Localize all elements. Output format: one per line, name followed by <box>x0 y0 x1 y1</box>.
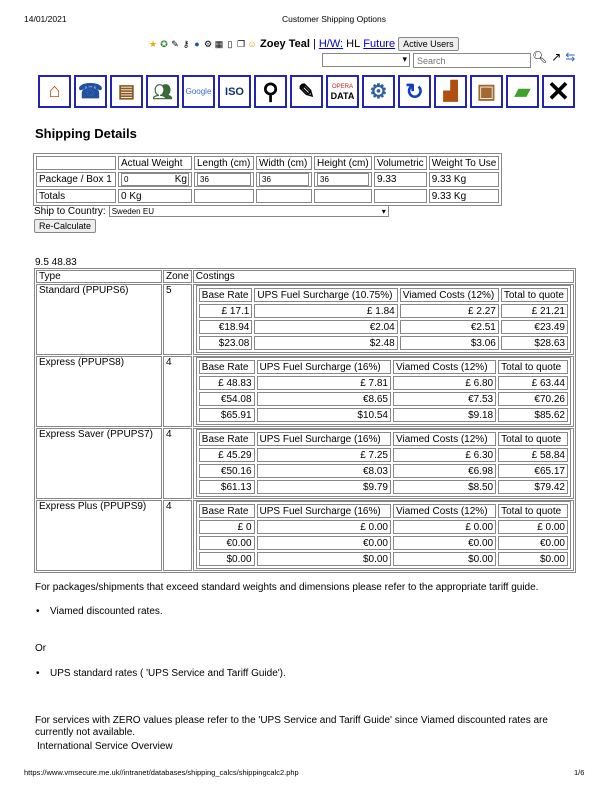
service-row <box>36 356 574 427</box>
totals-use: 9.33 Kg <box>429 189 500 203</box>
book-icon: ▰ <box>514 81 531 103</box>
costing-value: €23.49 <box>501 320 568 334</box>
costings-col-header: Total to quote <box>498 360 568 374</box>
close-button[interactable] <box>542 75 575 108</box>
empty-cell <box>314 189 372 203</box>
col-header-zone: Zone <box>163 270 192 283</box>
main-toolbar <box>38 75 575 108</box>
calculator-icon[interactable]: ▦ <box>214 39 224 49</box>
switch-icon[interactable]: ⇆ <box>565 50 576 64</box>
google-button[interactable] <box>182 75 215 108</box>
costings-col-header: Viamed Costs (12%) <box>393 360 496 374</box>
costing-value: $79.42 <box>498 480 568 494</box>
quick-select[interactable] <box>322 53 410 67</box>
costing-value: £ 2.27 <box>400 304 499 318</box>
top-right-icons <box>532 50 575 64</box>
details-header: Height (cm) <box>314 156 372 170</box>
costings-col-header: Total to quote <box>501 288 568 302</box>
box-icon: ▣ <box>477 81 496 103</box>
empty-cell <box>256 189 312 203</box>
length-input[interactable] <box>197 173 251 186</box>
user-bar <box>148 36 459 52</box>
home-button[interactable] <box>38 75 71 108</box>
costing-value: £ 48.83 <box>199 376 255 390</box>
empty-cell <box>194 189 254 203</box>
costing-value: $2.48 <box>254 336 397 350</box>
service-row <box>36 428 574 499</box>
service-costings <box>193 284 574 355</box>
iso-icon: ISO <box>225 85 244 98</box>
costing-value: £ 1.84 <box>254 304 397 318</box>
costings-col-header: Total to quote <box>498 432 568 446</box>
costings-subtable <box>196 357 571 425</box>
box-button[interactable] <box>470 75 503 108</box>
costing-value: €2.51 <box>400 320 499 334</box>
external-link-icon[interactable]: ↗ <box>551 50 562 64</box>
users-icon: 👥︎ <box>152 83 173 101</box>
empty-cell <box>374 189 427 203</box>
service-type: Standard (PPUPS6) <box>36 284 162 355</box>
costing-value: £ 17.1 <box>199 304 253 318</box>
shipping-details-table <box>33 153 502 206</box>
service-row <box>36 500 574 571</box>
hw-link[interactable]: H/W: <box>318 38 344 50</box>
costings-col-header: UPS Fuel Surcharge (16%) <box>257 504 391 518</box>
costings-col-header: Viamed Costs (12%) <box>400 288 499 302</box>
earth-icon[interactable]: ● <box>194 39 200 49</box>
key-icon[interactable]: ⚷ <box>182 39 190 49</box>
copy-icon[interactable]: ❐ <box>236 39 246 49</box>
book-button[interactable] <box>506 75 539 108</box>
height-input[interactable] <box>317 173 369 186</box>
service-zone: 4 <box>163 500 192 571</box>
width-cell <box>256 172 312 187</box>
costing-value: $0.00 <box>199 552 255 566</box>
costings-col-header: Viamed Costs (12%) <box>393 504 496 518</box>
costing-value: $0.00 <box>257 552 391 566</box>
costings-col-header: Base Rate <box>199 288 253 302</box>
service-zone: 4 <box>163 428 192 499</box>
opera-label: OPERA <box>331 83 353 90</box>
active-users-button[interactable]: Active Users <box>398 37 459 51</box>
costing-value: $28.63 <box>501 336 568 350</box>
print-title: Customer Shipping Options <box>282 14 386 24</box>
iso-button[interactable] <box>218 75 251 108</box>
costings-col-header: UPS Fuel Surcharge (16%) <box>257 360 391 374</box>
google-icon: Google <box>185 87 212 96</box>
costing-value: €0.00 <box>257 536 391 550</box>
refresh-icon: ↻ <box>405 78 424 104</box>
service-zone: 5 <box>163 284 192 355</box>
cogs-icon: ⚙ <box>369 81 388 103</box>
costings-subtable <box>196 285 571 353</box>
service-costings <box>193 428 574 499</box>
costing-value: €8.03 <box>257 464 391 478</box>
magnify-icon[interactable]: 🔍︎ <box>532 50 548 64</box>
separator: | <box>312 38 316 50</box>
shop-icon: ▤ <box>117 81 135 101</box>
costings-col-header: Base Rate <box>199 360 255 374</box>
details-header: Length (cm) <box>194 156 254 170</box>
pen-icon[interactable]: ✎ <box>171 39 179 49</box>
shop-button[interactable] <box>110 75 143 108</box>
close-x-icon: ✕ <box>546 76 571 107</box>
opera-data-icon: DATA <box>330 90 355 101</box>
costing-value: $3.06 <box>400 336 499 350</box>
details-header: Actual Weight <box>118 156 192 170</box>
costing-value: €18.94 <box>199 320 253 334</box>
document-icon[interactable]: ▯ <box>227 39 233 49</box>
zero-note: For services with ZERO values please refer to the 'UPS Service and Tariff Guide' since Viamed discounted rates are currently not available. <box>35 715 548 738</box>
magnifier-button[interactable] <box>254 75 287 108</box>
refresh-button[interactable] <box>398 75 431 108</box>
volumetric-value: 9.33 <box>374 172 427 187</box>
costing-value: £ 0.00 <box>257 520 391 534</box>
recalculate-button[interactable]: Re-Calculate <box>34 219 96 233</box>
costing-value: €0.00 <box>498 536 568 550</box>
users-button[interactable] <box>146 75 179 108</box>
costing-value: £ 7.25 <box>257 448 391 462</box>
costing-value: $8.50 <box>393 480 496 494</box>
costing-value: €50.16 <box>199 464 255 478</box>
edit-button[interactable] <box>290 75 323 108</box>
col-header-costings: Costings <box>193 270 574 283</box>
magnifier-icon: ⚲ <box>262 78 279 104</box>
costing-value: $0.00 <box>498 552 568 566</box>
totals-label: Totals <box>36 189 116 203</box>
costing-value: €6.98 <box>393 464 496 478</box>
footer-url: https://www.vmsecure.me.uk//intranet/databases/shipping_calcs/shippingcalc2.php <box>24 768 299 777</box>
service-row <box>36 284 574 355</box>
hl-text: HL <box>346 38 361 50</box>
costings-col-header: UPS Fuel Surcharge (10.75%) <box>254 288 397 302</box>
costing-value: $65.91 <box>199 408 255 422</box>
details-header: Width (cm) <box>256 156 312 170</box>
opera-data-button[interactable] <box>326 75 359 108</box>
costing-value: $85.62 <box>498 408 568 422</box>
edit-icon: ✎ <box>298 81 315 103</box>
costing-value: €0.00 <box>393 536 496 550</box>
home-icon: ⌂ <box>48 80 61 102</box>
costing-value: £ 45.29 <box>199 448 255 462</box>
star-icon[interactable]: ★ <box>148 39 158 49</box>
costing-value: £ 58.84 <box>498 448 568 462</box>
costing-value: €70.26 <box>498 392 568 406</box>
service-costings <box>193 356 574 427</box>
costing-value: £ 7.81 <box>257 376 391 390</box>
phone-button[interactable] <box>74 75 107 108</box>
bullet-item: • UPS standard rates ( 'UPS Service and Tariff Guide'). <box>36 668 286 679</box>
bullet-item: • Viamed discounted rates. <box>36 606 163 617</box>
costing-value: €2.04 <box>254 320 397 334</box>
costings-col-header: UPS Fuel Surcharge (16%) <box>257 432 391 446</box>
print-date: 14/01/2021 <box>24 14 67 24</box>
costing-value: £ 0.00 <box>498 520 568 534</box>
height-cell <box>314 172 372 187</box>
costing-value: €0.00 <box>199 536 255 550</box>
costing-value: £ 63.44 <box>498 376 568 390</box>
costing-value: €65.17 <box>498 464 568 478</box>
costings-col-header: Total to quote <box>498 504 568 518</box>
search-input[interactable] <box>413 53 531 68</box>
weight-cell <box>118 172 192 187</box>
ship-to-label: Ship to Country: <box>34 205 106 217</box>
costing-value: €7.53 <box>393 392 496 406</box>
costings-subtable <box>196 429 571 497</box>
costing-value: $23.08 <box>199 336 253 350</box>
costings-col-header: Viamed Costs (12%) <box>393 432 496 446</box>
costing-value: €54.08 <box>199 392 255 406</box>
costing-value: £ 6.30 <box>393 448 496 462</box>
package-label: Package / Box 1 <box>36 172 116 187</box>
footer-page: 1/6 <box>574 768 585 777</box>
country-select[interactable]: Sweden EU ▾ <box>109 205 389 217</box>
costing-value: $10.54 <box>257 408 391 422</box>
costing-value: $9.18 <box>393 408 496 422</box>
width-input[interactable] <box>259 173 309 186</box>
globe-icon[interactable]: ✪ <box>160 39 168 49</box>
service-zone: 4 <box>163 356 192 427</box>
costing-value: $0.00 <box>393 552 496 566</box>
smiley-icon[interactable]: ☺ <box>247 39 257 49</box>
service-type: Express Saver (PPUPS7) <box>36 428 162 499</box>
phone-icon: ☎ <box>78 81 103 103</box>
costings-col-header: Base Rate <box>199 432 255 446</box>
costing-value: £ 21.21 <box>501 304 568 318</box>
weight-to-use-value: 9.33 Kg <box>429 172 500 187</box>
totals-weight: 0 Kg <box>118 189 192 203</box>
service-type: Express Plus (PPUPS9) <box>36 500 162 571</box>
costings-subtable <box>196 501 571 569</box>
base-rate-note: 9.5 48.83 <box>35 257 77 268</box>
service-overview-title: International Service Overview <box>37 741 173 752</box>
gear-icon[interactable]: ⚙ <box>203 39 213 49</box>
details-header: Weight To Use <box>429 156 500 170</box>
ship-to-row <box>34 205 389 217</box>
chart-button[interactable] <box>434 75 467 108</box>
costing-value: £ 6.80 <box>393 376 496 390</box>
costing-value: £ 0 <box>199 520 255 534</box>
future-link[interactable]: Future <box>363 38 396 50</box>
costing-value: $61.13 <box>199 480 255 494</box>
costings-col-header: Base Rate <box>199 504 255 518</box>
service-type: Express (PPUPS8) <box>36 356 162 427</box>
note-paragraph: For packages/shipments that exceed standard weights and dimensions please refer to the appropriate tariff guide. <box>35 582 539 593</box>
costing-value: £ 0.00 <box>393 520 496 534</box>
col-header-type: Type <box>36 270 162 283</box>
details-header: Volumetric <box>374 156 427 170</box>
page-title: Shipping Details <box>35 126 137 141</box>
or-text: Or <box>35 643 47 654</box>
chart-icon: ▟ <box>443 81 458 101</box>
costing-value: $9.79 <box>257 480 391 494</box>
length-cell <box>194 172 254 187</box>
costings-table <box>34 268 576 573</box>
weight-unit: Kg <box>174 174 187 185</box>
details-corner <box>36 156 116 170</box>
costing-value: €8.65 <box>257 392 391 406</box>
user-name: Zoey Teal <box>260 38 310 50</box>
service-costings <box>193 500 574 571</box>
cogs-button[interactable] <box>362 75 395 108</box>
